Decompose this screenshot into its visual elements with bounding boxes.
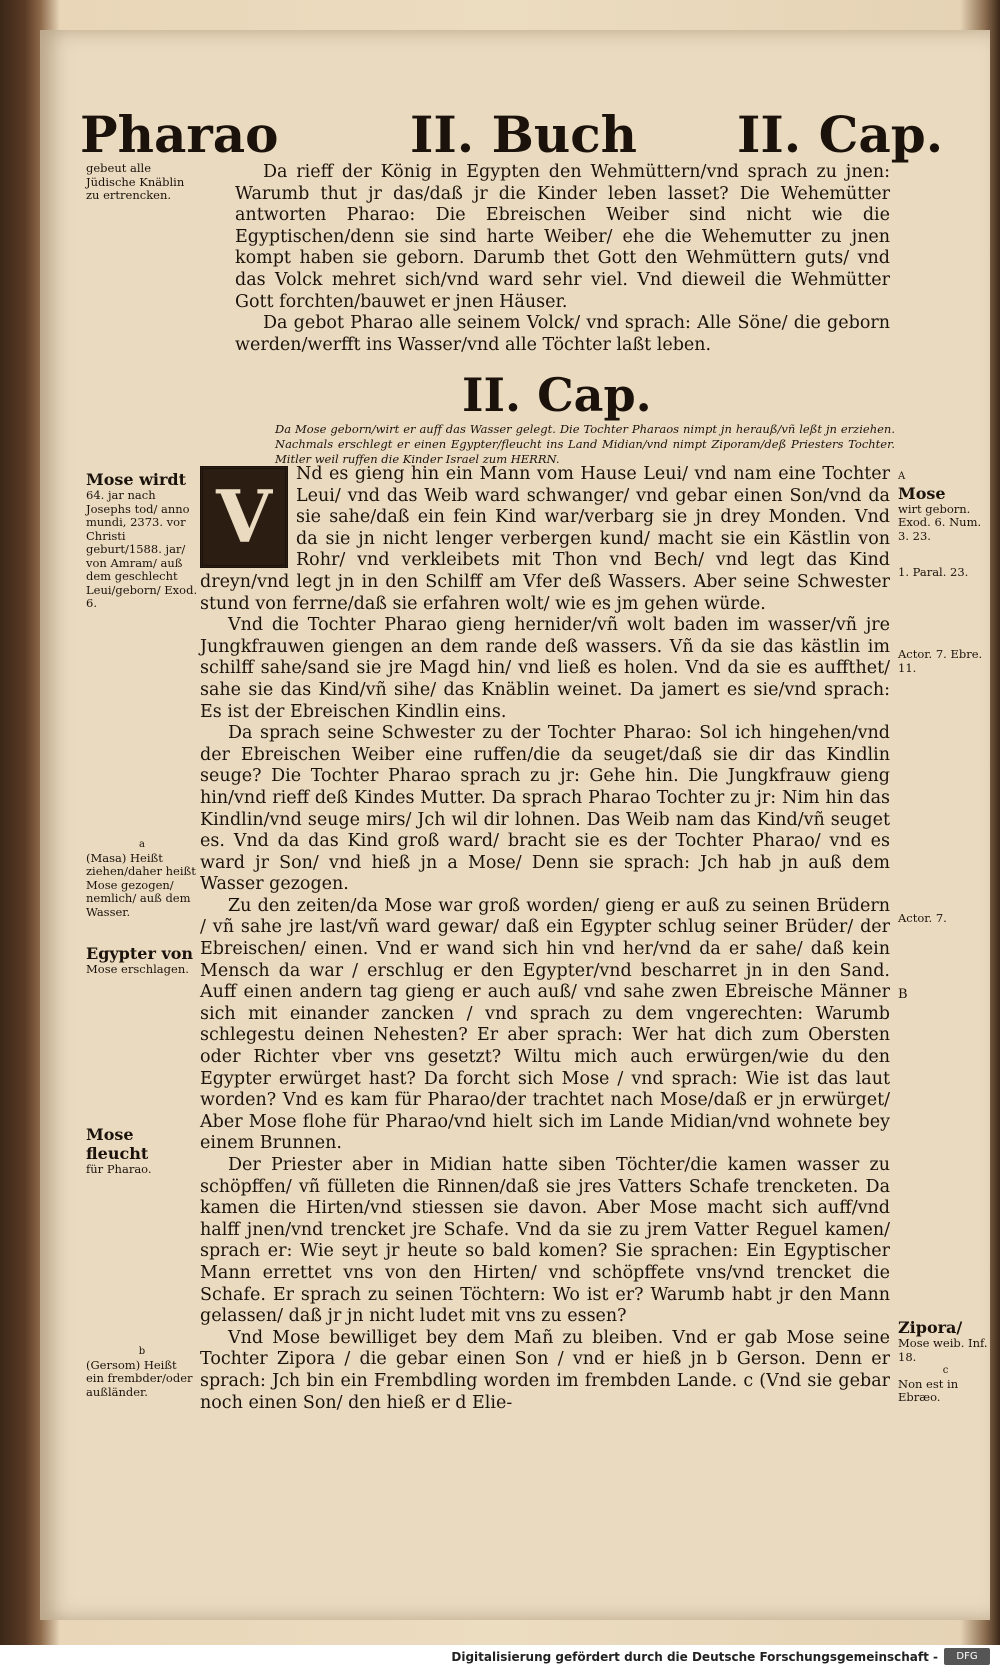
margin-note-left [86,1345,198,1399]
paragraph: Zu den zeiten/da Mose war groß worden/ gieng er auß zu seinen Brüdern / vñ sahe jre last/vñ ward gewar/ daß ein Egypter schlug seiner Brüder/ der Ebreischen/ einen. Vnd er wand sich hin vnd her/vnd da er sahe/ daß kein Mensch da war / erschlug er den Egypter/vnd bescharret jn in den Sand. Auff einen andern tag gieng er auch auß/ vnd sahe zwen Ebreische Männer sich mit einander zancken / vnd sprach zu dem vngerechten: Warumb schlegestu deinen Nehesten? Er aber sprach: Wer hat dich zum Obersten oder Richter vber vns gesetzt? Wiltu mich auch erwürgen/wie du den Egypter erwürget hast? Da forcht sich Mose / vnd sprach: Wie ist das laut worden? Vnd es kam für Pharao/der trachtet nach Mose/daß er jn erwürget/ Aber Mose flohe für Pharao/vnd hielt sich im Lande Midian/vnd wohnete bey einem Brunnen. [200,895,890,1154]
margin-note-text: Non est in Ebræo. [898,1376,959,1404]
margin-note-left [86,470,198,611]
margin-note-title: Egypter von [86,944,194,963]
footnote-letter: a [139,839,145,850]
footnote-letter: b [138,1346,146,1357]
footer-bar [0,1645,1000,1670]
paragraph: Da rieff der König in Egypten den Wehmüttern/vnd sprach zu jnen: Warumb thut jr das/daß jr die Kinder leben lasset? Die Wehemütter antworten Pharao: Die Ebreischen Weiber sind nicht wie die Egyptischen/denn sie sind harte Weiber/ ehe die Wehemutter zu jnen kompt haben sie geborn. Darumb thet Gott den Wehmüttern guts/ vnd das Volck mehret sich/vnd ward sehr viel. Vnd dieweil die Wehmütter Gott forchten/bauwet er jnen Häuser. [235,162,890,312]
margin-note-left [86,944,198,977]
margin-note-right: Actor. 7. Ebre. 11. [898,647,983,675]
drop-cap-initial: V [200,466,288,568]
footnote-letter: c [942,1365,949,1376]
margin-note-text: wirt geborn. Exod. 6. Num. 3. 23. [898,501,982,543]
paragraph: Da sprach seine Schwester zu der Tochter Pharao: Sol ich hingehen/vnd der Ebreischen Weiber eine ruffen/die da seuget/daß sie dir das Kindlin seuge? Die Tochter Pharao sprach zu jr: Gehe hin. Die Jungkfrauw gieng hin/vnd rieff deß Kindes Mutter. Da sprach Pharao Tochter zu jr: Nim hin das Kindlin/vnd seuge mirs/ Jch wil dir lohnen. Das Weib nam das Kind/vñ seuget es. Vnd da das Kind groß ward/ bracht sie es der Tochter Pharao/ vnd es ward jr Son/ vnd hieß jn a Mose/ Denn sie sprach: Jch hab jn auß dem Wasser gezogen. [200,723,890,895]
paragraph: Vnd die Tochter Pharao gieng hernider/vñ wolt baden im wasser/vñ jre Jungkfrauwen giengen an dem rande deß wassers. Vñ da sie das kästlin im schilff sahe/sand sie jre Magd hin/ vnd ließ es holen. Vnd da sie es auffthet/ sahe sie das Kind/vñ sihe/ das Knäblin weinet. Da jamert es sie/vnd sprach: Es ist der Ebreischen Kindlin eins. [200,615,890,722]
chapter-title: II. Cap. [462,368,652,422]
section-letter: B [898,987,908,1002]
running-head-left: Pharao [80,105,279,164]
margin-note-text: (Masa) Heißt ziehen/daher heißt Mose gezogen/ nemlich/ auß dem Wasser. [86,850,196,919]
running-head-book: II. Buch [410,105,638,164]
margin-note-left [86,1125,198,1177]
running-head-chapter: II. Cap. [737,105,944,164]
margin-note-title: Mose wirdt [86,470,186,489]
margin-note-left: gebeut alle Jüdische Knäblin zu ertrencken. [86,161,185,202]
margin-note-text: Mose weib. Inf. 18. [898,1336,988,1364]
dfg-logo: DFG [944,1648,990,1665]
paragraph: Vnd Mose bewilliget bey dem Mañ zu bleiben. Vnd er gab Mose seine Tochter Zipora / die gebar einen Son / vnd er hieß jn b Gerson. Denn er sprach: Jch bin ein Frembdling worden im frembden Lande. c (Vnd sie gebar noch einen Son/ den hieß er d Elie- [200,1327,890,1413]
margin-note-right [898,988,993,1002]
margin-note-text: 64. jar nach Josephs tod/ anno mundi, 2373. vor Christi geburt/1588. jar/ von Amram/ auß dem geschlecht Leui/geborn/ Exod. 6. [86,488,198,610]
margin-note-right: 1. Paral. 23. [898,565,969,579]
text-block-chapter [200,464,890,1414]
margin-note-right [898,470,993,543]
paragraph-text: Nd es gieng hin ein Mann vom Hause Leui/ vnd nam eine Tochter Leui/ vnd das Weib ward schwanger/ vnd gebar einen Son/vnd da sie sahe/daß ein fein Kind war/verbarg sie jn drey Monden. Vnd da sie jn nicht lenger verbergen kund/ macht sie ein Kästlin von Rohr/ vnd verkleibets mit Thon vnd Bech/ vnd legt das Kind dreyn/vnd legt jn in den Schilff am Vfer deß Wassers. Aber seine Schwester stund von ferrne/daß sie erfahren wolt/ wie es jm gehen würde. [200,464,890,614]
text-block-top [235,162,890,356]
chapter-summary: Da Mose geborn/wirt er auff das Wasser gelegt. Die Tochter Pharaos nimpt jn herauß/vñ leßt jn erziehen. Nachmals erschlegt er einen Egypter/fleucht ins Land Midian/vnd nimpt Ziporam/deß Priesters Tochter. Mitler weil ruffen die Kinder Israel zum HERRN. [275,422,895,466]
paragraph-first [200,464,890,615]
margin-note-text: für Pharao. [86,1162,152,1176]
margin-note-left [86,838,198,919]
margin-note-right [898,1318,993,1405]
paragraph: Der Priester aber in Midian hatte siben Töchter/die kamen wasser zu schöpffen/ vñ fülleten die Rinnen/daß sie jres Vatters Schafe trencketen. Da kamen die Hirten/vnd stiessen sie davon. Aber Mose macht sich auff/vnd halff jnen/vnd trencket jre Schafe. Vnd da sie zu jrem Vatter Reguel kamen/ sprach er: Wie seyt jr heute so bald komen? Sie sprachen: Ein Egyptischer Mann errettet vns von den Hirten/ vnd schöpffete vns/vnd trencket die Schafe. Er sprach zu seinen Töchtern: Wo ist er? Warumb habt jr den Mann gelassen/ daß jr jn nicht ludet mit vns zu essen? [200,1155,890,1327]
paragraph: Da gebot Pharao alle seinem Volck/ vnd sprach: Alle Söne/ die geborn werden/werfft ins Wasser/vnd alle Töchter laßt leben. [235,313,890,355]
margin-note-title: Mose fleucht [86,1125,149,1163]
margin-note-text: Mose erschlagen. [86,962,189,976]
margin-note-title: Mose [898,483,946,503]
margin-note-title: Zipora/ [898,1318,963,1337]
section-letter: A [898,471,906,482]
margin-note-right: Actor. 7. [898,911,947,925]
margin-note-text: (Gersom) Heißt ein frembder/oder außländer. [86,1357,193,1399]
funding-notice: Digitalisierung gefördert durch die Deutsche Forschungsgemeinschaft - [451,1650,938,1664]
